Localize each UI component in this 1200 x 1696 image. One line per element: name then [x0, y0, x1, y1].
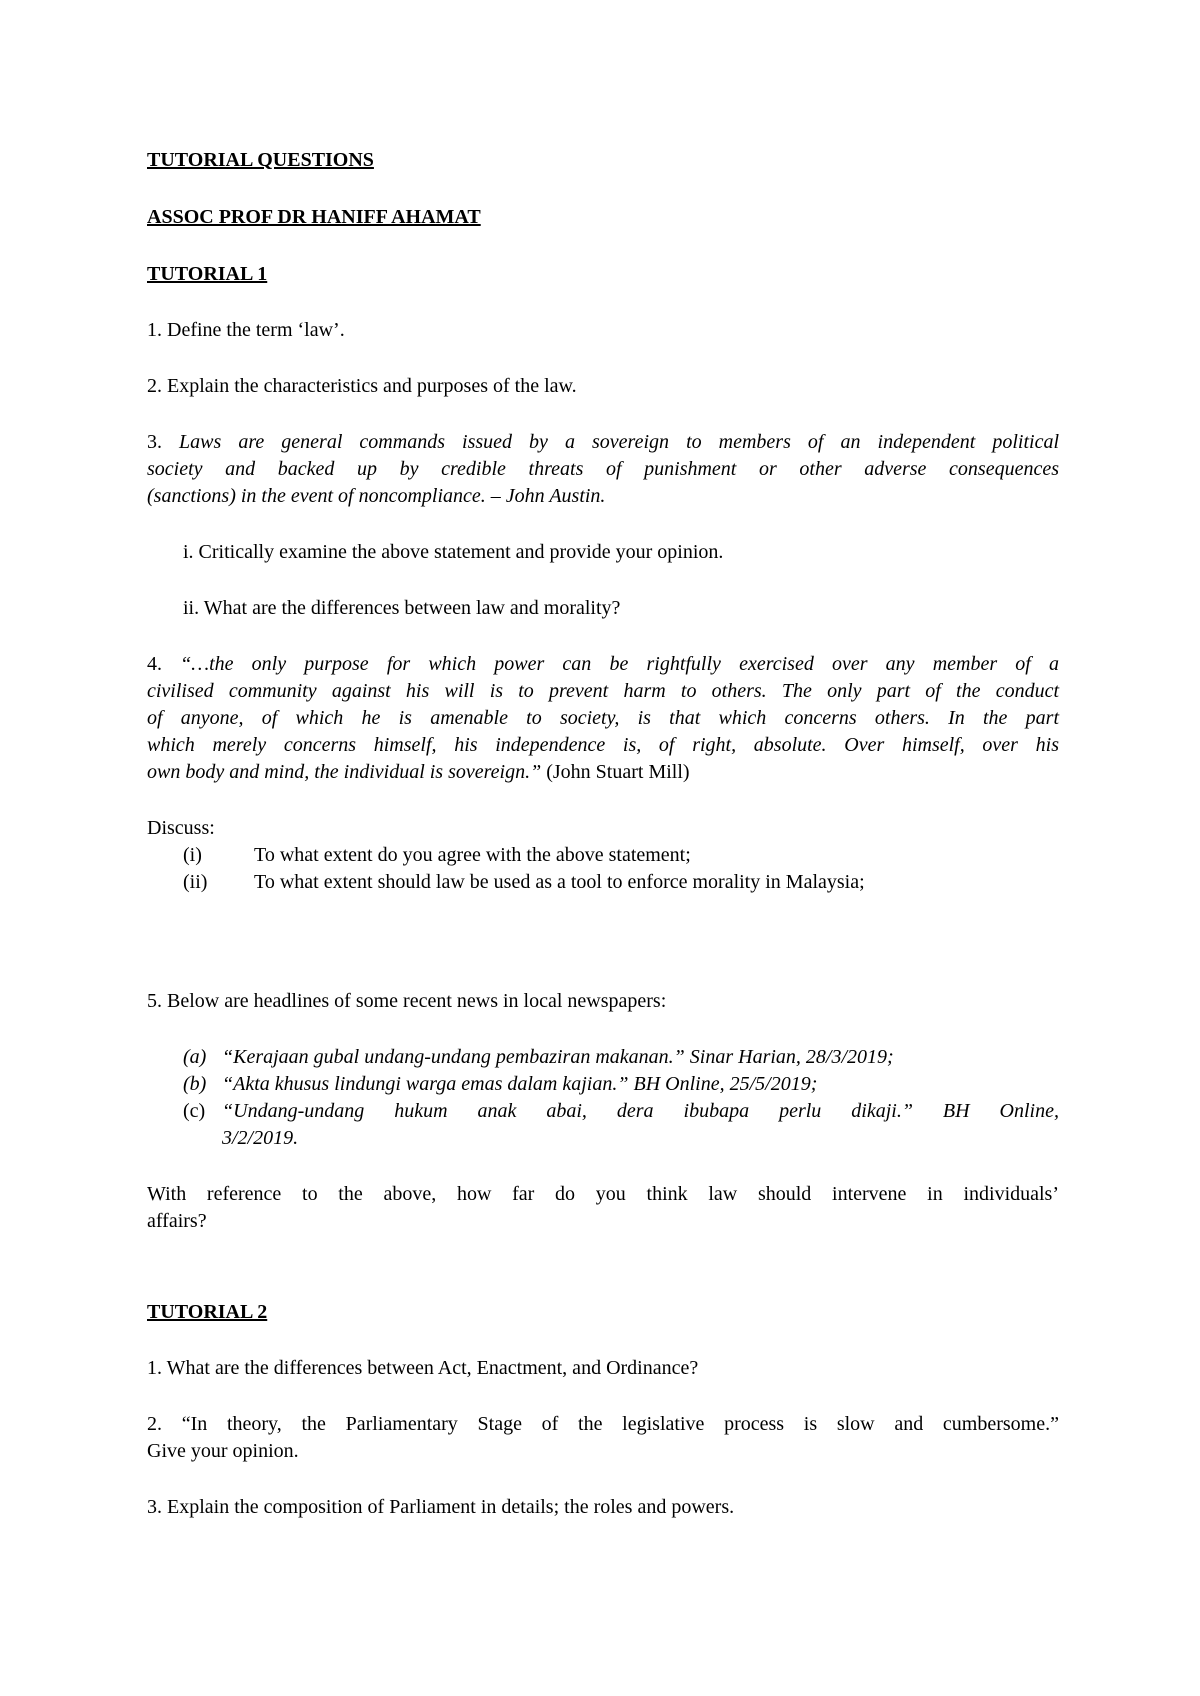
- tutorial-2-heading: TUTORIAL 2: [147, 1301, 268, 1323]
- t1-question-4-line-3: of anyone, of which he is amenable to society, is that which concerns others. In the part: [147, 707, 1059, 729]
- t1-q4-item-label: (ii): [183, 871, 208, 893]
- t1-question-3-line-2: society and backed up by credible threats of punishment or other adverse consequences: [147, 458, 1059, 480]
- headline-text: “Akta khusus lindungi warga emas dalam kajian.” BH Online, 25/5/2019;: [222, 1073, 818, 1095]
- t1-question-3-sub-i: i. Critically examine the above statement and provide your opinion.: [183, 541, 724, 563]
- t2-question-2-line-1: 2. “In theory, the Parliamentary Stage of the legislative process is slow and cumbersome.”: [147, 1413, 1059, 1435]
- t1-question-4-line-5: own body and mind, the individual is sovereign.” (John Stuart Mill): [147, 761, 690, 783]
- t1-question-1: 1. Define the term ‘law’.: [147, 319, 345, 341]
- t1-q4-item-text: To what extent should law be used as a tool to enforce morality in Malaysia;: [254, 871, 865, 893]
- t1-question-2: 2. Explain the characteristics and purposes of the law.: [147, 375, 577, 397]
- t1-question-5-line-2: affairs?: [147, 1210, 207, 1232]
- t1-question-5-intro: 5. Below are headlines of some recent news in local newspapers:: [147, 990, 667, 1012]
- t1-q4-item-text: To what extent do you agree with the above statement;: [254, 844, 691, 866]
- t1-q4-item-label: (i): [183, 844, 202, 866]
- t2-question-3: 3. Explain the composition of Parliament in details; the roles and powers.: [147, 1496, 735, 1518]
- t2-question-1: 1. What are the differences between Act, Enactment, and Ordinance?: [147, 1357, 699, 1379]
- t1-question-3-line-3: (sanctions) in the event of noncompliance. – John Austin.: [147, 485, 606, 507]
- author-heading: ASSOC PROF DR HANIFF AHAMAT: [147, 206, 481, 228]
- headline-label: (a): [183, 1046, 207, 1068]
- headline-label: (b): [183, 1073, 207, 1095]
- headline-text: “Undang-undang hukum anak abai, dera ibubapa perlu dikaji.” BH Online,: [222, 1100, 1059, 1122]
- t1-question-5-line-1: With reference to the above, how far do you think law should intervene in individuals’: [147, 1183, 1059, 1205]
- t2-question-2-line-2: Give your opinion.: [147, 1440, 299, 1462]
- t1-question-4-line-4: which merely concerns himself, his independence is, of right, absolute. Over himself, over his: [147, 734, 1059, 756]
- t1-question-4-line-2: civilised community against his will is to prevent harm to others. The only part of the conduct: [147, 680, 1059, 702]
- t1-question-4-discuss: Discuss:: [147, 817, 215, 839]
- t1-question-4-line-1: 4. “…the only purpose for which power can be rightfully exercised over any member of a: [147, 653, 1060, 675]
- tutorial-1-heading: TUTORIAL 1: [147, 263, 268, 285]
- headline-text: “Kerajaan gubal undang-undang pembaziran makanan.” Sinar Harian, 28/3/2019;: [222, 1046, 894, 1068]
- t1-question-3-line-1: 3. Laws are general commands issued by a sovereign to members of an independent political: [147, 431, 1060, 453]
- t1-question-3-sub-ii: ii. What are the differences between law and morality?: [183, 597, 621, 619]
- headline-text-continued: 3/2/2019.: [222, 1127, 299, 1149]
- document-title: TUTORIAL QUESTIONS: [147, 149, 374, 171]
- headline-label: (c): [183, 1100, 206, 1122]
